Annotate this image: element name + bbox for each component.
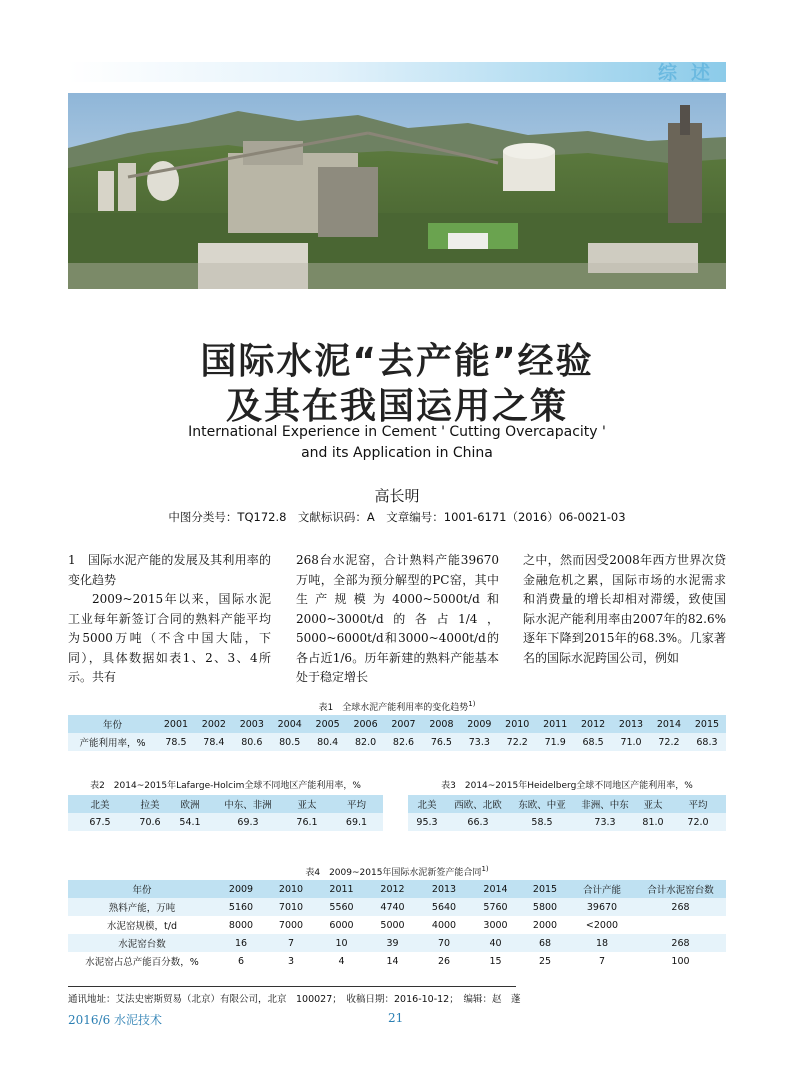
- table2-data-row: [68, 813, 383, 831]
- table4-row-label: 水泥窑规模，t/d: [107, 921, 177, 932]
- table4-cell: 7: [598, 955, 606, 967]
- table3-header: 东欧、中亚: [518, 800, 566, 811]
- table2-header-row: [68, 795, 383, 813]
- table4-cell: 39670: [586, 901, 618, 913]
- table1-cell: 68.5: [582, 736, 604, 748]
- section-tag: 综述: [657, 62, 724, 84]
- table4-cell: 5760: [483, 901, 508, 913]
- table4-cell: 70: [437, 937, 451, 949]
- table1-caption-text: 表1 全球水泥产能利用率的变化趋势: [318, 703, 469, 713]
- table2: [68, 795, 383, 831]
- table4-cell: 10: [335, 937, 348, 949]
- table4-header: 2014: [483, 883, 508, 895]
- table3-cell: 58.5: [531, 816, 553, 828]
- table1-year: 2009: [467, 718, 492, 730]
- table2-cell: 70.6: [139, 816, 161, 828]
- table4-row: [68, 952, 726, 970]
- section-heading: 1 国际水泥产能的发展及其利用率的变化趋势: [68, 553, 271, 587]
- table4-cell: 7000: [278, 919, 304, 931]
- table1-cell: 82.6: [392, 736, 415, 748]
- table2-header: 拉美: [140, 800, 160, 811]
- table1-year: 2006: [353, 718, 378, 730]
- table1-year: 2002: [201, 718, 226, 730]
- table4-cell: 5640: [431, 901, 457, 913]
- table1-cell: 78.5: [165, 736, 187, 748]
- table3-header: 非洲、中东: [581, 800, 629, 811]
- table1-cell: 80.6: [241, 736, 263, 748]
- body-column-3: [523, 551, 726, 668]
- table4-cell: 25: [538, 955, 552, 967]
- table2-header: 平均: [346, 800, 366, 811]
- article-title-line-1: 国际水泥“去产能”经验: [200, 341, 594, 382]
- table1-row-label: 产能利用率，%: [79, 738, 146, 749]
- table2-cell: 69.3: [237, 816, 259, 828]
- table4-cell: 5160: [228, 901, 254, 913]
- table4-cell: 100: [671, 955, 690, 967]
- table2-cell: 54.1: [179, 816, 201, 828]
- journal-issue: 2016/6 水泥技术: [68, 1013, 163, 1027]
- table4-header: 合计产能: [582, 885, 621, 896]
- table4-row-label: 水泥窑占总产能百分数，%: [85, 957, 199, 968]
- table1-year: 2010: [505, 718, 530, 730]
- table1-cell: 78.4: [203, 736, 225, 748]
- table4-header: 合计水泥窑台数: [647, 885, 714, 896]
- table2-caption: 表2 2014~2015年Lafarge-Holcim全球不同地区产能利用率，%: [90, 781, 361, 791]
- table4-cell: 39: [386, 937, 399, 949]
- table1-cell: 68.3: [696, 736, 718, 748]
- table1-cell: 80.4: [317, 736, 339, 748]
- table4: [68, 880, 726, 970]
- table4-cell: 68: [538, 937, 552, 949]
- table4-cell: 6: [237, 955, 245, 967]
- table4-row: [68, 934, 726, 952]
- page-number: 21: [388, 1011, 404, 1025]
- table3-header: 北美: [417, 800, 437, 811]
- table2-header: 亚太: [297, 800, 317, 811]
- table4-cell: 2000: [532, 919, 558, 931]
- author-name: 高长明: [374, 487, 420, 505]
- table1-year: 2001: [163, 718, 189, 730]
- table4-header: 2010: [278, 883, 304, 895]
- table1: [68, 715, 726, 751]
- table4-cell: 8000: [228, 919, 254, 931]
- table3-data-row: [408, 813, 726, 831]
- table4-cell: 40: [489, 937, 502, 949]
- article-title-line-2: 及其在我国运用之策: [225, 386, 568, 427]
- table4-cell: 5800: [532, 901, 558, 913]
- table1-caption: [68, 700, 726, 713]
- table4-cell: 6000: [329, 919, 354, 931]
- body-paragraph: 之中，然而因受2008年西方世界次贷金融危机之累，国际市场的水泥需求和消费量的增长却相对滞缓，致使国际水泥产能利用率由2007年的82.6%逐年下降到2015年的68.3%。几家著名的国际水泥跨国公司，例如: [523, 553, 726, 665]
- table4-header-label: 年份: [132, 885, 152, 896]
- body-paragraph: 268台水泥窑，合计熟料产能39670万吨，全部为预分解型的PC窑，其中生产规模为4000~5000t/d和2000~3000t/d的各占1/4，5000~6000t/d和3000~4000t/d的各占近1/6。历年新建的熟料产能基本处于稳定增长: [296, 553, 499, 684]
- correspondence-footnote: 通讯地址：艾法史密斯贸易（北京）有限公司，北京 100027； 收稿日期：2016-10-12； 编辑：赵 蓬: [68, 994, 521, 1005]
- table1-year: 2015: [694, 718, 720, 730]
- table1-year: 2008: [429, 718, 454, 730]
- table3-cell: 66.3: [467, 816, 489, 828]
- body-paragraph: 2009~2015年以来，国际水泥工业每年新签订合同的熟料产能平均为5000万吨（不含中国大陆，下同），具体数据如表1、2、3、4所示。共有: [68, 592, 271, 684]
- table4-header: 2011: [329, 883, 354, 895]
- table1-header-row: [68, 715, 726, 733]
- table4-header-row: [68, 880, 726, 898]
- table1-cell: 82.0: [354, 736, 377, 748]
- body-column-1: [68, 551, 271, 688]
- table4-cell: 7: [287, 937, 295, 949]
- table1-cell: 80.5: [279, 736, 301, 748]
- table3-cell: 73.3: [594, 816, 616, 828]
- table3-caption: 表3 2014~2015年Heidelberg全球不同地区产能利用率，%: [441, 781, 693, 791]
- table1-year: 2014: [656, 718, 682, 730]
- table1-year: 2003: [239, 718, 264, 730]
- table2-cell: 67.5: [89, 816, 111, 828]
- table2-header: 欧洲: [180, 800, 200, 811]
- table1-cell: 73.3: [468, 736, 490, 748]
- footnote-rule: [68, 986, 516, 987]
- cement-plant-photo: [68, 93, 726, 289]
- table1-cell: 72.2: [658, 736, 680, 748]
- table4-cell: 4740: [380, 901, 405, 913]
- table3-header: 西欧、北欧: [454, 800, 502, 811]
- table4-row: [68, 916, 726, 934]
- table4-cell: 3: [287, 955, 295, 967]
- table4-cell: 26: [437, 955, 451, 967]
- table1-year: 2013: [618, 718, 644, 730]
- table4-caption-text: 表4 2009~2015年国际水泥新签产能合同: [305, 868, 482, 878]
- table4-cell: 4: [338, 955, 345, 967]
- table2-header: 中东、非洲: [224, 800, 272, 811]
- table4-header: 2009: [228, 883, 254, 895]
- body-column-2: [296, 551, 499, 688]
- table1-year: 2004: [277, 718, 302, 730]
- table1-cell: 72.2: [506, 736, 528, 748]
- table1-year: 2012: [581, 718, 606, 730]
- table4-cell: 5000: [380, 919, 405, 931]
- table3-cell: 95.3: [416, 816, 438, 828]
- table4-cell: <2000: [585, 919, 619, 931]
- table4-cell: 18: [595, 937, 609, 949]
- english-title-line-2: and its Application in China: [301, 445, 493, 461]
- table4-cell: [635, 916, 726, 934]
- table1-cell: 71.9: [544, 736, 566, 748]
- table4-cell: 268: [671, 901, 690, 913]
- table4-cell: 4000: [431, 919, 457, 931]
- table1-year: 2007: [391, 718, 416, 730]
- table1-cell: 76.5: [430, 736, 452, 748]
- table4-cell: 16: [234, 937, 248, 949]
- table3-header: 亚太: [643, 800, 663, 811]
- table1-year: 2011: [543, 718, 568, 730]
- table3-header-row: [408, 795, 726, 813]
- table1-cell: 71.0: [620, 736, 642, 748]
- table1-header-label: 年份: [102, 720, 122, 731]
- table4-header: 2015: [532, 883, 558, 895]
- table4-cell: 3000: [483, 919, 508, 931]
- table2-cell: 76.1: [296, 816, 318, 828]
- table4-row-label: 熟料产能，万吨: [108, 903, 176, 914]
- table4-cell: 14: [386, 955, 399, 967]
- table4-cell: 15: [489, 955, 502, 967]
- classification-meta: 中图分类号：TQ172.8 文献标识码：A 文章编号：1001-6171（2016）06-0021-03: [168, 510, 626, 524]
- table4-row: [68, 898, 726, 916]
- table4-row-label: 水泥窑台数: [118, 939, 166, 950]
- table4-cell: 7010: [278, 901, 304, 913]
- table1-caption-note: 1): [468, 700, 476, 708]
- table1-data-row: [68, 733, 726, 751]
- english-title-line-1: International Experience in Cement ' Cutting Overcapacity ': [188, 424, 606, 440]
- table3-header: 平均: [688, 800, 708, 811]
- table1-year: 2005: [315, 718, 340, 730]
- table4-header: 2013: [431, 883, 457, 895]
- table4-header: 2012: [380, 883, 405, 895]
- table4-caption: [68, 865, 726, 878]
- table2-cell: 69.1: [345, 816, 368, 828]
- table4-cell: 268: [671, 937, 690, 949]
- table4-caption-note: 1): [481, 865, 489, 873]
- table2-header: 北美: [90, 800, 110, 811]
- table3: [408, 795, 726, 831]
- section-header-bar: [68, 62, 726, 82]
- table3-cell: 72.0: [687, 816, 709, 828]
- table3-cell: 81.0: [642, 816, 664, 828]
- table4-cell: 5560: [329, 901, 354, 913]
